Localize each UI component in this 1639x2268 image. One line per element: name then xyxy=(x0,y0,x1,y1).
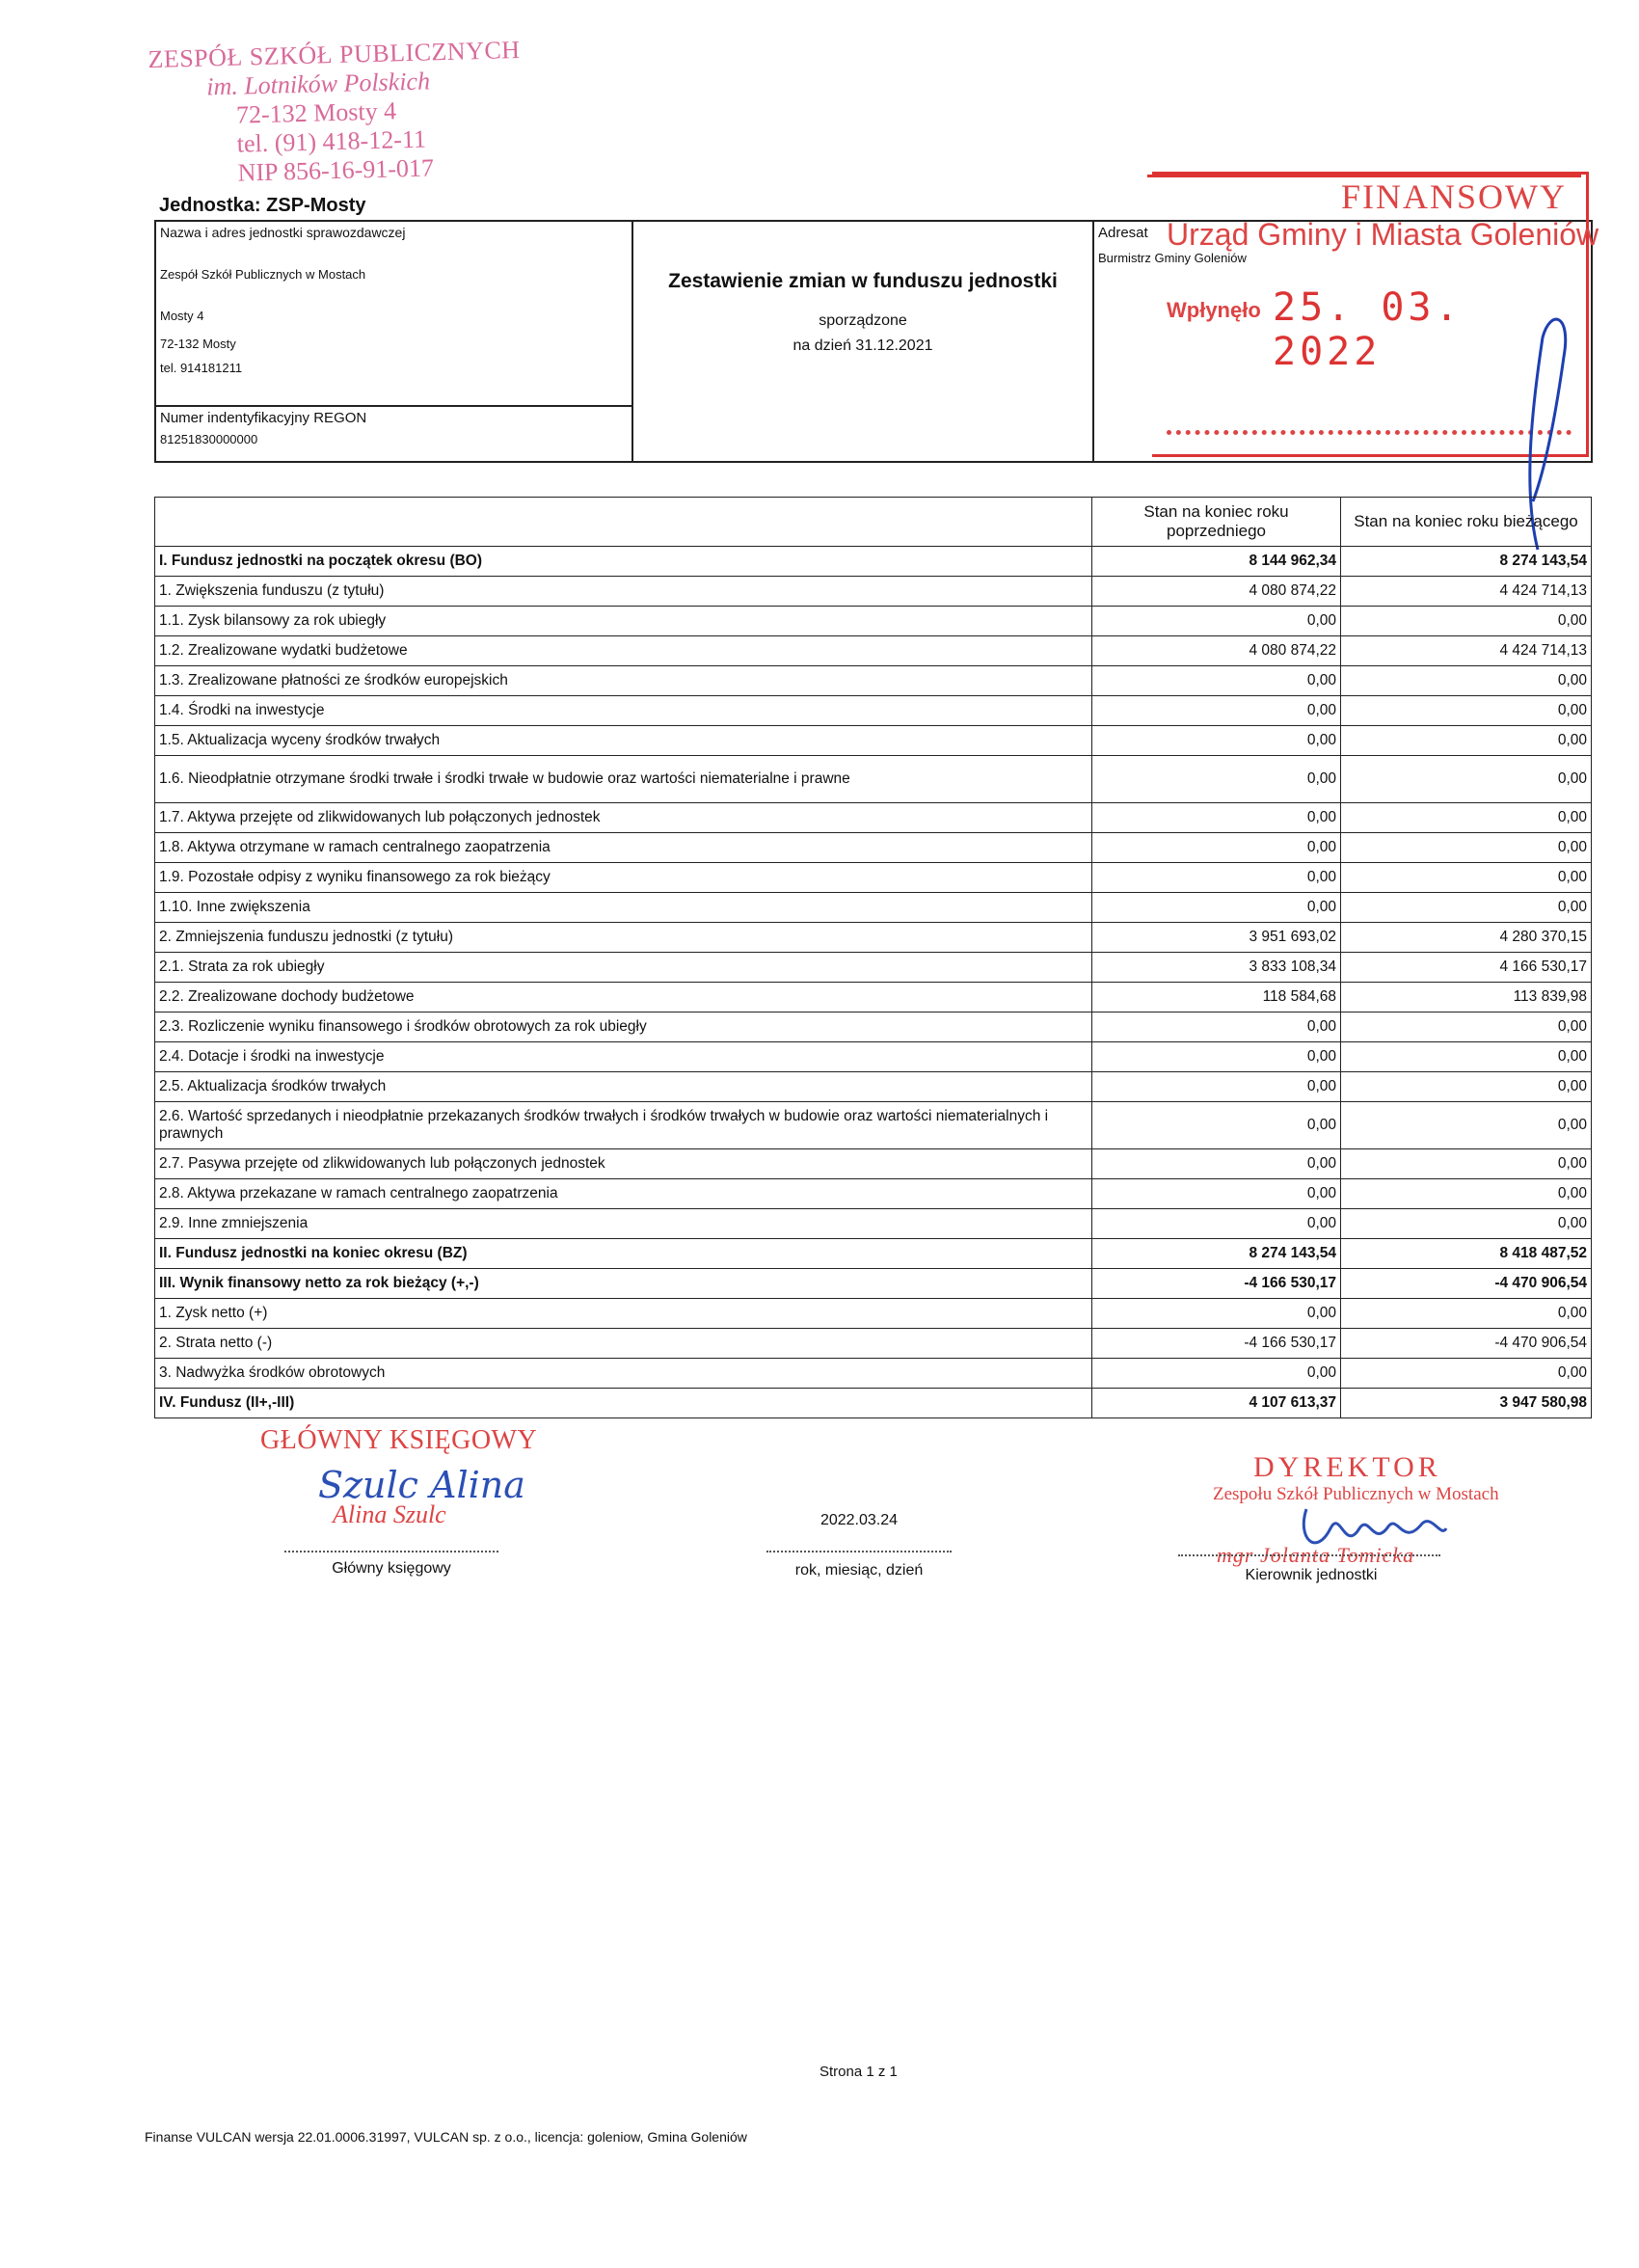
table-row xyxy=(155,1299,1592,1329)
value-previous-year: 8 144 962,34 xyxy=(1092,547,1341,577)
school-stamp-line: 72-132 Mosty 4 xyxy=(235,96,397,129)
value-previous-year: 3 951 693,02 xyxy=(1092,923,1341,953)
row-label: 3. Nadwyżka środków obrotowych xyxy=(155,1359,1092,1389)
table-row xyxy=(155,1329,1592,1359)
value-current-year: 0,00 xyxy=(1341,1299,1592,1329)
report-title-cell xyxy=(632,221,1093,462)
school-stamp xyxy=(148,36,524,190)
table-row xyxy=(155,1012,1592,1042)
row-label: 2.7. Pasywa przejęte od zlikwidowanych lub połączonych jednostek xyxy=(155,1149,1092,1179)
table-row xyxy=(155,636,1592,666)
addressee: Burmistrz Gminy Goleniów xyxy=(1098,251,1247,265)
table-row xyxy=(155,1179,1592,1209)
report-title: Zestawienie zmian w funduszu jednostki xyxy=(668,270,1058,292)
value-current-year: 0,00 xyxy=(1341,1072,1592,1102)
regon-label: Numer indentyfikacyjny REGON xyxy=(160,410,367,426)
table-row xyxy=(155,1102,1592,1149)
reporting-unit-cell xyxy=(155,221,632,406)
row-label: 2.1. Strata za rok ubiegły xyxy=(155,953,1092,983)
value-previous-year: 0,00 xyxy=(1092,1072,1341,1102)
table-row xyxy=(155,1209,1592,1239)
table-row xyxy=(155,923,1592,953)
row-label: 2.9. Inne zmniejszenia xyxy=(155,1209,1092,1239)
software-footer: Finanse VULCAN wersja 22.01.0006.31997, VULCAN sp. z o.o., licencja: goleniow, Gmina Goleniów xyxy=(145,2129,747,2145)
value-current-year: 0,00 xyxy=(1341,756,1592,803)
unit-name: Zespół Szkół Publicznych w Mostach xyxy=(160,267,366,282)
director-stamp-name: mgr Jolanta Tomicka xyxy=(1217,1543,1415,1567)
value-previous-year: 0,00 xyxy=(1092,1042,1341,1072)
row-label: III. Wynik finansowy netto za rok bieżący (+,-) xyxy=(155,1269,1092,1299)
row-label: 1.10. Inne zwiększenia xyxy=(155,893,1092,923)
value-previous-year: 0,00 xyxy=(1092,863,1341,893)
row-label: 1.5. Aktualizacja wyceny środków trwałych xyxy=(155,726,1092,756)
chief-accountant-caption: Główny księgowy xyxy=(332,1560,451,1577)
row-label: 2.5. Aktualizacja środków trwałych xyxy=(155,1072,1092,1102)
value-current-year: 0,00 xyxy=(1341,1102,1592,1149)
regon-cell xyxy=(155,406,632,462)
value-current-year: 8 418 487,52 xyxy=(1341,1239,1592,1269)
value-previous-year: 0,00 xyxy=(1092,1359,1341,1389)
value-current-year: 0,00 xyxy=(1341,863,1592,893)
value-previous-year: 0,00 xyxy=(1092,1149,1341,1179)
table-row xyxy=(155,1072,1592,1102)
value-current-year: 113 839,98 xyxy=(1341,983,1592,1012)
row-label: 1.2. Zrealizowane wydatki budżetowe xyxy=(155,636,1092,666)
chief-accountant-name: Alina Szulc xyxy=(333,1500,446,1528)
table-row xyxy=(155,1269,1592,1299)
value-previous-year: 0,00 xyxy=(1092,1102,1341,1149)
table-row xyxy=(155,1042,1592,1072)
value-current-year: 0,00 xyxy=(1341,726,1592,756)
unit-address-line: Mosty 4 xyxy=(160,309,204,323)
unit-name-label: Nazwa i adres jednostki sprawozdawczej xyxy=(160,225,406,240)
value-current-year: 0,00 xyxy=(1341,1042,1592,1072)
table-row xyxy=(155,547,1592,577)
value-current-year: 0,00 xyxy=(1341,607,1592,636)
value-current-year: 4 280 370,15 xyxy=(1341,923,1592,953)
row-label: I. Fundusz jednostki na początek okresu (BO) xyxy=(155,547,1092,577)
row-label: 1.7. Aktywa przejęte od zlikwidowanych lub połączonych jednostek xyxy=(155,803,1092,833)
value-previous-year: 0,00 xyxy=(1092,1209,1341,1239)
value-previous-year: 3 833 108,34 xyxy=(1092,953,1341,983)
director-stamp-title: DYREKTOR xyxy=(1253,1451,1441,1483)
row-label: 1.9. Pozostałe odpisy z wyniku finansowego za rok bieżący xyxy=(155,863,1092,893)
table-row xyxy=(155,756,1592,803)
table-row xyxy=(155,953,1592,983)
row-label: 2.8. Aktywa przekazane w ramach centralnego zaopatrzenia xyxy=(155,1179,1092,1209)
value-previous-year: 4 080 874,22 xyxy=(1092,636,1341,666)
school-stamp-line: NIP 856-16-91-017 xyxy=(237,153,435,187)
value-current-year: 3 947 580,98 xyxy=(1341,1389,1592,1418)
value-previous-year: 8 274 143,54 xyxy=(1092,1239,1341,1269)
table-row xyxy=(155,1239,1592,1269)
date-caption: rok, miesiąc, dzień xyxy=(794,1562,924,1579)
row-label: 2.2. Zrealizowane dochody budżetowe xyxy=(155,983,1092,1012)
chief-accountant-stamp: GŁÓWNY KSIĘGOWY xyxy=(260,1425,538,1455)
value-current-year: 0,00 xyxy=(1341,1149,1592,1179)
value-current-year: 0,00 xyxy=(1341,696,1592,726)
table-row xyxy=(155,577,1592,607)
value-previous-year: 0,00 xyxy=(1092,893,1341,923)
table-row xyxy=(155,863,1592,893)
school-stamp-line: im. Lotników Polskich xyxy=(205,67,431,101)
table-row xyxy=(155,1389,1592,1418)
value-current-year: 0,00 xyxy=(1341,666,1592,696)
row-label: 1.3. Zrealizowane płatności ze środków europejskich xyxy=(155,666,1092,696)
value-current-year: 0,00 xyxy=(1341,1012,1592,1042)
value-current-year: 0,00 xyxy=(1341,1179,1592,1209)
row-label: 1. Zwiększenia funduszu (z tytułu) xyxy=(155,577,1092,607)
value-previous-year: 0,00 xyxy=(1092,1299,1341,1329)
report-date: na dzień 31.12.2021 xyxy=(793,338,933,354)
table-row xyxy=(155,696,1592,726)
page-number: Strona 1 z 1 xyxy=(820,2064,898,2080)
regon-value: 81251830000000 xyxy=(160,432,258,446)
value-current-year: 0,00 xyxy=(1341,1359,1592,1389)
table-row xyxy=(155,607,1592,636)
column-header-previous: Stan na koniec roku poprzedniego xyxy=(1092,498,1341,547)
row-label: 1. Zysk netto (+) xyxy=(155,1299,1092,1329)
value-previous-year: 4 107 613,37 xyxy=(1092,1389,1341,1418)
row-label: 1.1. Zysk bilansowy za rok ubiegły xyxy=(155,607,1092,636)
value-previous-year: 0,00 xyxy=(1092,1179,1341,1209)
report-prepared: sporządzone xyxy=(819,312,907,329)
school-stamp-line: tel. (91) 418-12-11 xyxy=(236,124,427,158)
signing-date: 2022.03.24 xyxy=(820,1512,899,1528)
table-row xyxy=(155,983,1592,1012)
table-row xyxy=(155,833,1592,863)
row-label: 1.4. Środki na inwestycje xyxy=(155,696,1092,726)
director-stamp-unit: Zespołu Szkół Publicznych w Mostach xyxy=(1213,1484,1499,1504)
value-current-year: -4 470 906,54 xyxy=(1341,1269,1592,1299)
value-current-year: 0,00 xyxy=(1341,833,1592,863)
row-label: II. Fundusz jednostki na koniec okresu (BZ) xyxy=(155,1239,1092,1269)
value-current-year: 0,00 xyxy=(1341,803,1592,833)
column-header-label xyxy=(155,498,1092,547)
table-row xyxy=(155,726,1592,756)
table-row xyxy=(155,1149,1592,1179)
value-previous-year: -4 166 530,17 xyxy=(1092,1269,1341,1299)
unit-label: Jednostka: ZSP-Mosty xyxy=(159,195,366,216)
row-label: IV. Fundusz (II+,-III) xyxy=(155,1389,1092,1418)
signature-line xyxy=(766,1551,952,1552)
chief-accountant-signature: Szulc Alina xyxy=(318,1464,525,1506)
received-stamp-title: FINANSOWY xyxy=(1341,177,1567,216)
value-current-year: 4 424 714,13 xyxy=(1341,636,1592,666)
row-label: 2. Strata netto (-) xyxy=(155,1329,1092,1359)
row-label: 2.4. Dotacje i środki na inwestycje xyxy=(155,1042,1092,1072)
value-previous-year: 0,00 xyxy=(1092,666,1341,696)
table-row xyxy=(155,803,1592,833)
row-label: 1.6. Nieodpłatnie otrzymane środki trwałe i środki trwałe w budowie oraz wartości niematerialne i prawne xyxy=(155,756,1092,803)
unit-address-line: 72-132 Mosty xyxy=(160,337,236,351)
received-stamp-office: Urząd Gminy i Miasta Goleniów xyxy=(1167,217,1599,252)
received-date: 25. 03. 2022 xyxy=(1273,285,1463,374)
table-row xyxy=(155,1359,1592,1389)
row-label: 2. Zmniejszenia funduszu jednostki (z tytułu) xyxy=(155,923,1092,953)
value-previous-year: 0,00 xyxy=(1092,833,1341,863)
table-row xyxy=(155,893,1592,923)
value-current-year: 8 274 143,54 xyxy=(1341,547,1592,577)
value-previous-year: 118 584,68 xyxy=(1092,983,1341,1012)
fund-changes-table xyxy=(154,497,1592,1418)
column-header-current: Stan na koniec roku bieżącego xyxy=(1341,498,1592,547)
value-current-year: 4 166 530,17 xyxy=(1341,953,1592,983)
signature-line xyxy=(1178,1554,1440,1556)
row-label: 2.3. Rozliczenie wyniku finansowego i środków obrotowych za rok ubiegły xyxy=(155,1012,1092,1042)
director-caption: Kierownik jednostki xyxy=(1245,1567,1378,1583)
value-previous-year: -4 166 530,17 xyxy=(1092,1329,1341,1359)
value-current-year: 0,00 xyxy=(1341,1209,1592,1239)
value-current-year: 4 424 714,13 xyxy=(1341,577,1592,607)
value-previous-year: 4 080 874,22 xyxy=(1092,577,1341,607)
value-previous-year: 0,00 xyxy=(1092,696,1341,726)
value-previous-year: 0,00 xyxy=(1092,607,1341,636)
unit-phone: tel. 914181211 xyxy=(160,361,243,375)
value-previous-year: 0,00 xyxy=(1092,803,1341,833)
value-previous-year: 0,00 xyxy=(1092,1012,1341,1042)
value-previous-year: 0,00 xyxy=(1092,726,1341,756)
received-label: Wpłynęło xyxy=(1167,298,1261,322)
row-label: 1.8. Aktywa otrzymane w ramach centralnego zaopatrzenia xyxy=(155,833,1092,863)
table-row xyxy=(155,666,1592,696)
school-stamp-line: ZESPÓŁ SZKÓŁ PUBLICZNYCH xyxy=(148,35,521,74)
value-previous-year: 0,00 xyxy=(1092,756,1341,803)
value-current-year: -4 470 906,54 xyxy=(1341,1329,1592,1359)
value-current-year: 0,00 xyxy=(1341,893,1592,923)
row-label: 2.6. Wartość sprzedanych i nieodpłatnie przekazanych środków trwałych i środków trwałych w budowie oraz wartości niematerialnych i prawnych xyxy=(155,1102,1092,1149)
addressee-label: Adresat xyxy=(1098,225,1148,241)
signature-line xyxy=(284,1551,498,1552)
